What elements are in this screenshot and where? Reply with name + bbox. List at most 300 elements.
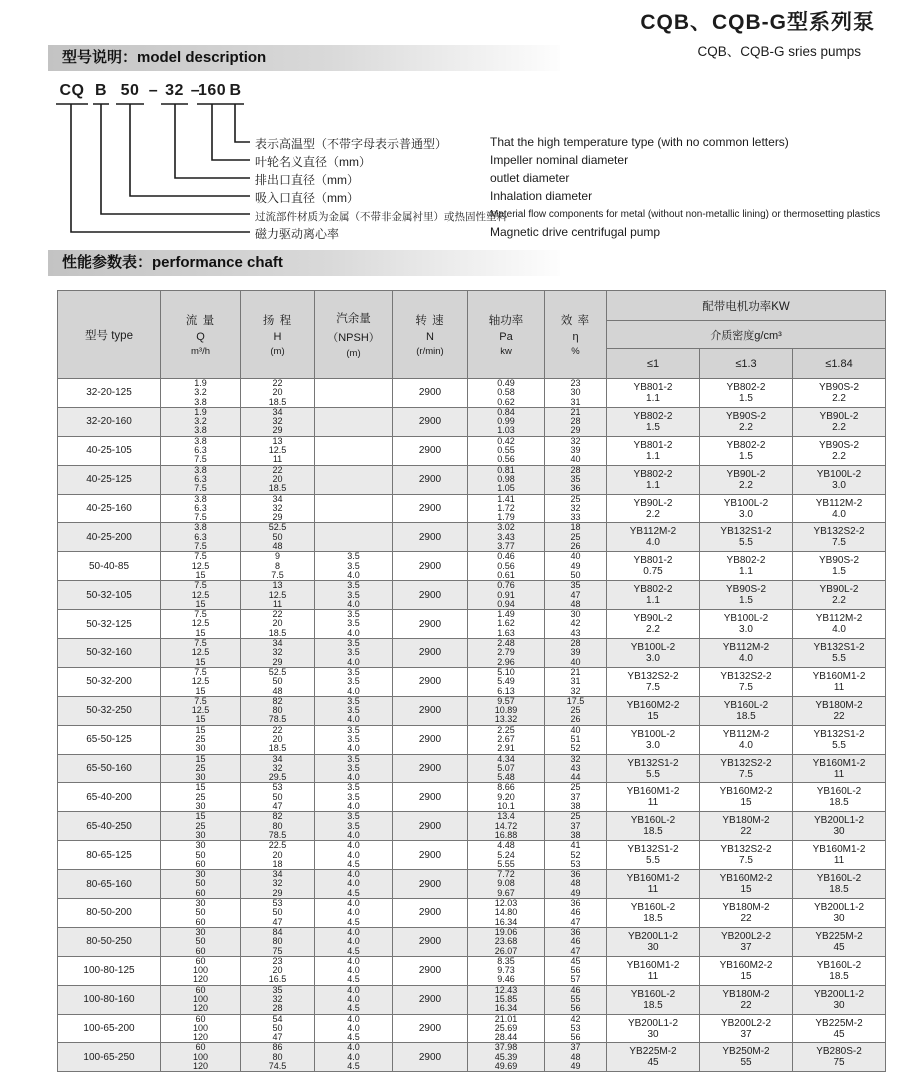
model-code-part: B (94, 82, 108, 99)
table-header (58, 291, 886, 379)
cell-npsh: 3.5 3.5 4.0 (315, 812, 393, 841)
cell-efficiency: 25 37 38 (545, 812, 607, 841)
model-code-part: 32 (165, 82, 184, 99)
label-zh: 叶轮名义直径（mm） (255, 155, 371, 169)
cell-motor-3: YB160L-2 18.5 (793, 956, 886, 985)
cell-speed: 2900 (393, 667, 468, 696)
col-header-power: 轴功率 Pa kw (468, 291, 545, 379)
cell-motor-3: YB132S1-2 5.5 (793, 725, 886, 754)
cell-motor-1: YB132S2-2 7.5 (607, 667, 700, 696)
cell-flow: 1.9 3.2 3.8 (161, 407, 241, 436)
cell-npsh (315, 379, 393, 408)
cell-speed: 2900 (393, 639, 468, 668)
table-row (58, 523, 886, 552)
cell-motor-3: YB225M-2 45 (793, 927, 886, 956)
table-row (58, 725, 886, 754)
cell-efficiency: 36 48 49 (545, 870, 607, 899)
cell-motor-2: YB200L2-2 37 (700, 1014, 793, 1043)
col-header-efficiency: 效 率 η % (545, 291, 607, 379)
cell-type: 50-32-160 (58, 639, 161, 668)
cell-type: 40-25-125 (58, 465, 161, 494)
cell-motor-2: YB132S1-2 5.5 (700, 523, 793, 552)
cell-power: 0.84 0.99 1.03 (468, 407, 545, 436)
cell-npsh: 3.5 3.5 4.0 (315, 754, 393, 783)
cell-type: 50-32-250 (58, 696, 161, 725)
cell-flow: 7.5 12.5 15 (161, 552, 241, 581)
cell-motor-1: YB802-2 1.5 (607, 407, 700, 436)
cell-motor-1: YB801-2 0.75 (607, 552, 700, 581)
cell-motor-3: YB100L-2 3.0 (793, 465, 886, 494)
cell-motor-1: YB100L-2 3.0 (607, 725, 700, 754)
cell-power: 0.46 0.56 0.61 (468, 552, 545, 581)
cell-head: 34 32 29 (241, 494, 315, 523)
cell-flow: 60 100 120 (161, 985, 241, 1014)
cell-power: 0.81 0.98 1.05 (468, 465, 545, 494)
cell-power: 5.10 5.49 6.13 (468, 667, 545, 696)
cell-speed: 2900 (393, 610, 468, 639)
cell-type: 80-50-200 (58, 899, 161, 928)
cell-speed: 2900 (393, 494, 468, 523)
cell-efficiency: 21 28 29 (545, 407, 607, 436)
cell-motor-1: YB100L-2 3.0 (607, 639, 700, 668)
table-row (58, 379, 886, 408)
col-header-density-2: ≤1.3 (700, 349, 793, 379)
cell-motor-3: YB132S2-2 7.5 (793, 523, 886, 552)
cell-efficiency: 32 39 40 (545, 436, 607, 465)
cell-motor-2: YB180M-2 22 (700, 899, 793, 928)
cell-head: 84 80 75 (241, 927, 315, 956)
table-row (58, 870, 886, 899)
cell-motor-2: YB180M-2 22 (700, 985, 793, 1014)
cell-motor-1: YB200L1-2 30 (607, 927, 700, 956)
label-zh: 吸入口直径（mm） (255, 191, 359, 205)
section-heading-performance: 性能参数表：performance chaft (48, 250, 560, 276)
cell-motor-2: YB100L-2 3.0 (700, 610, 793, 639)
cell-speed: 2900 (393, 870, 468, 899)
cell-speed: 2900 (393, 407, 468, 436)
cell-flow: 7.5 12.5 15 (161, 639, 241, 668)
cell-head: 52.5 50 48 (241, 523, 315, 552)
cell-motor-1: YB801-2 1.1 (607, 379, 700, 408)
cell-motor-2: YB90S-2 1.5 (700, 581, 793, 610)
cell-head: 34 32 29.5 (241, 754, 315, 783)
label-zh: 表示高温型（不带字母表示普通型） (255, 137, 448, 151)
cell-flow: 3.8 6.3 7.5 (161, 465, 241, 494)
cell-flow: 15 25 30 (161, 783, 241, 812)
table-row (58, 956, 886, 985)
cell-head: 22.5 20 18 (241, 841, 315, 870)
table-row (58, 581, 886, 610)
cell-motor-3: YB112M-2 4.0 (793, 494, 886, 523)
cell-flow: 60 100 120 (161, 1014, 241, 1043)
cell-speed: 2900 (393, 1014, 468, 1043)
cell-power: 7.72 9.08 9.67 (468, 870, 545, 899)
cell-motor-1: YB160L-2 18.5 (607, 899, 700, 928)
cell-npsh: 4.0 4.0 4.5 (315, 1043, 393, 1072)
cell-head: 23 20 16.5 (241, 956, 315, 985)
cell-flow: 3.8 6.3 7.5 (161, 436, 241, 465)
cell-motor-2: YB90L-2 2.2 (700, 465, 793, 494)
cell-flow: 7.5 12.5 15 (161, 667, 241, 696)
cell-type: 65-40-200 (58, 783, 161, 812)
cell-speed: 2900 (393, 696, 468, 725)
cell-npsh: 3.5 3.5 4.0 (315, 667, 393, 696)
page-subtitle: CQB、CQB-G sries pumps (697, 44, 861, 59)
table-row (58, 696, 886, 725)
cell-head: 34 32 29 (241, 639, 315, 668)
cell-npsh: 3.5 3.5 4.0 (315, 696, 393, 725)
section-heading-model-description: 型号说明：model description (48, 45, 560, 71)
cell-head: 82 80 78.5 (241, 696, 315, 725)
cell-power: 4.48 5.24 5.55 (468, 841, 545, 870)
cell-flow: 60 100 120 (161, 956, 241, 985)
cell-efficiency: 37 48 49 (545, 1043, 607, 1072)
cell-motor-1: YB802-2 1.1 (607, 465, 700, 494)
cell-speed: 2900 (393, 927, 468, 956)
cell-motor-1: YB802-2 1.1 (607, 581, 700, 610)
col-header-motor-group: 配带电机功率KW (607, 291, 886, 321)
cell-speed: 2900 (393, 725, 468, 754)
cell-motor-1: YB160M1-2 11 (607, 956, 700, 985)
cell-efficiency: 25 37 38 (545, 783, 607, 812)
cell-motor-2: YB200L2-2 37 (700, 927, 793, 956)
cell-type: 65-50-125 (58, 725, 161, 754)
cell-flow: 15 25 30 (161, 725, 241, 754)
col-header-density: 介质密度g/cm³ (607, 321, 886, 349)
cell-efficiency: 25 32 33 (545, 494, 607, 523)
cell-efficiency: 45 56 57 (545, 956, 607, 985)
table-row (58, 754, 886, 783)
cell-type: 40-25-105 (58, 436, 161, 465)
cell-head: 34 32 29 (241, 870, 315, 899)
label-en: Impeller nominal diameter (490, 153, 629, 167)
cell-head: 9 8 7.5 (241, 552, 315, 581)
cell-speed: 2900 (393, 436, 468, 465)
label-zh: 过流部件材质为金属（不带非金属衬里）或热固性塑料 (255, 211, 507, 223)
cell-motor-1: YB160M2-2 15 (607, 696, 700, 725)
model-code-label-row (48, 171, 875, 187)
page-title: CQB、CQB-G型系列泵 (640, 11, 875, 34)
performance-table (57, 290, 886, 1072)
cell-efficiency: 40 49 50 (545, 552, 607, 581)
cell-speed: 2900 (393, 841, 468, 870)
cell-type: 50-32-125 (58, 610, 161, 639)
model-code-label-row (48, 153, 875, 169)
cell-motor-2: YB160M2-2 15 (700, 870, 793, 899)
model-code-diagram (48, 80, 881, 248)
model-code-label-row (48, 207, 881, 223)
cell-type: 50-40-85 (58, 552, 161, 581)
col-header-speed: 转 速 N (r/min) (393, 291, 468, 379)
cell-speed: 2900 (393, 1043, 468, 1072)
cell-type: 100-65-200 (58, 1014, 161, 1043)
cell-motor-2: YB132S2-2 7.5 (700, 841, 793, 870)
cell-type: 32-20-125 (58, 379, 161, 408)
cell-motor-1: YB801-2 1.1 (607, 436, 700, 465)
cell-npsh: 4.0 4.0 4.5 (315, 841, 393, 870)
cell-power: 12.03 14.80 16.34 (468, 899, 545, 928)
cell-efficiency: 36 46 47 (545, 927, 607, 956)
cell-head: 13 12.5 11 (241, 436, 315, 465)
cell-power: 8.35 9.73 9.46 (468, 956, 545, 985)
cell-head: 54 50 47 (241, 1014, 315, 1043)
label-en: Magnetic drive centrifugal pump (490, 225, 661, 239)
cell-npsh (315, 523, 393, 552)
cell-motor-1: YB90L-2 2.2 (607, 494, 700, 523)
cell-speed: 2900 (393, 754, 468, 783)
label-zh: 磁力驱动离心率 (255, 227, 340, 241)
cell-motor-3: YB90S-2 2.2 (793, 379, 886, 408)
table-row (58, 841, 886, 870)
cell-speed: 2900 (393, 899, 468, 928)
cell-flow: 7.5 12.5 15 (161, 581, 241, 610)
cell-speed: 2900 (393, 783, 468, 812)
cell-motor-2: YB160M2-2 15 (700, 956, 793, 985)
cell-motor-3: YB90L-2 2.2 (793, 581, 886, 610)
cell-motor-1: YB160M1-2 11 (607, 783, 700, 812)
cell-motor-3: YB200L1-2 30 (793, 812, 886, 841)
cell-motor-2: YB160M2-2 15 (700, 783, 793, 812)
cell-motor-2: YB250M-2 55 (700, 1043, 793, 1072)
cell-type: 100-80-125 (58, 956, 161, 985)
cell-speed: 2900 (393, 552, 468, 581)
cell-type: 50-32-105 (58, 581, 161, 610)
table-row (58, 436, 886, 465)
cell-npsh: 3.5 3.5 4.0 (315, 610, 393, 639)
cell-motor-2: YB112M-2 4.0 (700, 639, 793, 668)
cell-npsh: 4.0 4.0 4.5 (315, 985, 393, 1014)
cell-npsh: 3.5 3.5 4.0 (315, 552, 393, 581)
cell-motor-1: YB132S1-2 5.5 (607, 841, 700, 870)
table-row (58, 610, 886, 639)
table-row (58, 899, 886, 928)
table-row (58, 552, 886, 581)
cell-type: 40-25-200 (58, 523, 161, 552)
cell-speed: 2900 (393, 985, 468, 1014)
cell-flow: 7.5 12.5 15 (161, 696, 241, 725)
cell-motor-1: YB200L1-2 30 (607, 1014, 700, 1043)
cell-power: 1.41 1.72 1.79 (468, 494, 545, 523)
cell-npsh: 4.0 4.0 4.5 (315, 899, 393, 928)
cell-efficiency: 40 51 52 (545, 725, 607, 754)
performance-table-wrap (57, 290, 886, 1072)
cell-efficiency: 41 52 53 (545, 841, 607, 870)
cell-power: 19.06 23.68 26.07 (468, 927, 545, 956)
cell-flow: 15 25 30 (161, 812, 241, 841)
cell-motor-1: YB112M-2 4.0 (607, 523, 700, 552)
table-row (58, 985, 886, 1014)
cell-type: 80-50-250 (58, 927, 161, 956)
cell-head: 34 32 29 (241, 407, 315, 436)
cell-type: 100-65-250 (58, 1043, 161, 1072)
model-code-separator: – (190, 82, 201, 99)
cell-motor-3: YB90L-2 2.2 (793, 407, 886, 436)
cell-npsh: 4.0 4.0 4.5 (315, 927, 393, 956)
cell-motor-2: YB802-2 1.1 (700, 552, 793, 581)
cell-efficiency: 28 35 36 (545, 465, 607, 494)
cell-flow: 30 50 60 (161, 870, 241, 899)
cell-speed: 2900 (393, 581, 468, 610)
cell-type: 80-65-125 (58, 841, 161, 870)
cell-type: 100-80-160 (58, 985, 161, 1014)
cell-flow: 60 100 120 (161, 1043, 241, 1072)
cell-motor-3: YB90S-2 1.5 (793, 552, 886, 581)
performance-table-body (58, 379, 886, 1072)
cell-type: 65-50-160 (58, 754, 161, 783)
cell-flow: 3.8 6.3 7.5 (161, 494, 241, 523)
cell-motor-2: YB180M-2 22 (700, 812, 793, 841)
cell-power: 2.48 2.79 2.96 (468, 639, 545, 668)
label-en: Inhalation diameter (490, 189, 593, 203)
cell-flow: 30 50 60 (161, 841, 241, 870)
label-en: Material flow components for metal (without non-metallic lining) or thermosetting plastics (490, 209, 881, 220)
cell-speed: 2900 (393, 523, 468, 552)
cell-power: 2.25 2.67 2.91 (468, 725, 545, 754)
cell-motor-1: YB160L-2 18.5 (607, 812, 700, 841)
cell-efficiency: 35 47 48 (545, 581, 607, 610)
cell-motor-1: YB160M1-2 11 (607, 870, 700, 899)
cell-power: 0.76 0.91 0.94 (468, 581, 545, 610)
cell-flow: 30 50 60 (161, 927, 241, 956)
cell-power: 9.57 10.89 13.32 (468, 696, 545, 725)
cell-npsh (315, 465, 393, 494)
cell-type: 50-32-200 (58, 667, 161, 696)
cell-motor-3: YB132S1-2 5.5 (793, 639, 886, 668)
cell-npsh: 3.5 3.5 4.0 (315, 581, 393, 610)
model-code-label-row (48, 225, 875, 241)
table-row (58, 927, 886, 956)
cell-power: 12.43 15.85 16.34 (468, 985, 545, 1014)
cell-npsh: 4.0 4.0 4.5 (315, 870, 393, 899)
cell-type: 80-65-160 (58, 870, 161, 899)
cell-head: 22 20 18.5 (241, 610, 315, 639)
cell-flow: 30 50 60 (161, 899, 241, 928)
model-code-part: CQ (59, 82, 85, 99)
cell-efficiency: 32 43 44 (545, 754, 607, 783)
cell-power: 37.98 45.39 49.69 (468, 1043, 545, 1072)
table-row (58, 1043, 886, 1072)
model-code-label-row (48, 135, 875, 151)
cell-motor-3: YB160L-2 18.5 (793, 783, 886, 812)
cell-head: 52.5 50 48 (241, 667, 315, 696)
cell-npsh (315, 494, 393, 523)
cell-motor-2: YB112M-2 4.0 (700, 725, 793, 754)
col-header-flow: 流 量 Q m³/h (161, 291, 241, 379)
label-en: That the high temperature type (with no common letters) (490, 135, 789, 149)
cell-efficiency: 17.5 25 26 (545, 696, 607, 725)
cell-motor-3: YB180M-2 22 (793, 696, 886, 725)
cell-efficiency: 30 42 43 (545, 610, 607, 639)
cell-motor-3: YB225M-2 45 (793, 1014, 886, 1043)
cell-head: 13 12.5 11 (241, 581, 315, 610)
table-row (58, 783, 886, 812)
cell-efficiency: 46 55 56 (545, 985, 607, 1014)
cell-motor-3: YB200L1-2 30 (793, 985, 886, 1014)
col-header-type: 型号 type (58, 291, 161, 379)
cell-motor-3: YB90S-2 2.2 (793, 436, 886, 465)
cell-motor-3: YB160M1-2 11 (793, 667, 886, 696)
cell-type: 40-25-160 (58, 494, 161, 523)
table-row (58, 639, 886, 668)
cell-npsh: 4.0 4.0 4.5 (315, 956, 393, 985)
cell-npsh (315, 407, 393, 436)
cell-motor-1: YB132S1-2 5.5 (607, 754, 700, 783)
cell-motor-3: YB280S-2 75 (793, 1043, 886, 1072)
col-header-npsh: 汽余量 （NPSH） (m) (315, 291, 393, 379)
cell-motor-2: YB100L-2 3.0 (700, 494, 793, 523)
model-code-part: 160 (198, 82, 227, 99)
cell-motor-3: YB112M-2 4.0 (793, 610, 886, 639)
model-code-part: B (229, 82, 242, 99)
table-row (58, 667, 886, 696)
col-header-head: 扬 程 H (m) (241, 291, 315, 379)
cell-efficiency: 18 25 26 (545, 523, 607, 552)
cell-head: 22 20 18.5 (241, 465, 315, 494)
model-code-part: 50 (120, 82, 140, 99)
cell-flow: 3.8 6.3 7.5 (161, 523, 241, 552)
cell-npsh: 3.5 3.5 4.0 (315, 639, 393, 668)
model-code-separator: – (148, 82, 159, 99)
cell-head: 82 80 78.5 (241, 812, 315, 841)
cell-motor-1: YB90L-2 2.2 (607, 610, 700, 639)
cell-type: 65-40-250 (58, 812, 161, 841)
cell-power: 13.4 14.72 16.88 (468, 812, 545, 841)
table-row (58, 465, 886, 494)
cell-motor-1: YB160L-2 18.5 (607, 985, 700, 1014)
cell-power: 0.42 0.55 0.56 (468, 436, 545, 465)
cell-efficiency: 36 46 47 (545, 899, 607, 928)
cell-motor-3: YB160M1-2 11 (793, 754, 886, 783)
cell-efficiency: 28 39 40 (545, 639, 607, 668)
cell-flow: 7.5 12.5 15 (161, 610, 241, 639)
cell-head: 35 32 28 (241, 985, 315, 1014)
cell-head: 86 80 74.5 (241, 1043, 315, 1072)
col-header-density-1: ≤1 (607, 349, 700, 379)
cell-power: 0.49 0.58 0.62 (468, 379, 545, 408)
cell-npsh: 3.5 3.5 4.0 (315, 783, 393, 812)
cell-power: 3.02 3.43 3.77 (468, 523, 545, 552)
cell-speed: 2900 (393, 379, 468, 408)
cell-npsh: 4.0 4.0 4.5 (315, 1014, 393, 1043)
cell-speed: 2900 (393, 812, 468, 841)
label-en: outlet diameter (490, 171, 570, 185)
cell-motor-3: YB160M1-2 11 (793, 841, 886, 870)
cell-motor-2: YB802-2 1.5 (700, 379, 793, 408)
cell-power: 21.01 25.69 28.44 (468, 1014, 545, 1043)
cell-motor-2: YB132S2-2 7.5 (700, 667, 793, 696)
cell-motor-2: YB132S2-2 7.5 (700, 754, 793, 783)
cell-power: 8.66 9.20 10.1 (468, 783, 545, 812)
cell-npsh: 3.5 3.5 4.0 (315, 725, 393, 754)
table-row (58, 1014, 886, 1043)
cell-head: 22 20 18.5 (241, 725, 315, 754)
table-row (58, 812, 886, 841)
cell-power: 1.49 1.62 1.63 (468, 610, 545, 639)
model-code-label-row (48, 189, 875, 205)
document-title (640, 6, 875, 60)
cell-npsh (315, 436, 393, 465)
col-header-density-3: ≤1.84 (793, 349, 886, 379)
cell-head: 22 20 18.5 (241, 379, 315, 408)
cell-flow: 1.9 3.2 3.8 (161, 379, 241, 408)
cell-head: 53 50 47 (241, 899, 315, 928)
cell-motor-2: YB802-2 1.5 (700, 436, 793, 465)
cell-power: 4.34 5.07 5.48 (468, 754, 545, 783)
cell-motor-2: YB160L-2 18.5 (700, 696, 793, 725)
cell-flow: 15 25 30 (161, 754, 241, 783)
cell-motor-2: YB90S-2 2.2 (700, 407, 793, 436)
cell-efficiency: 42 53 56 (545, 1014, 607, 1043)
